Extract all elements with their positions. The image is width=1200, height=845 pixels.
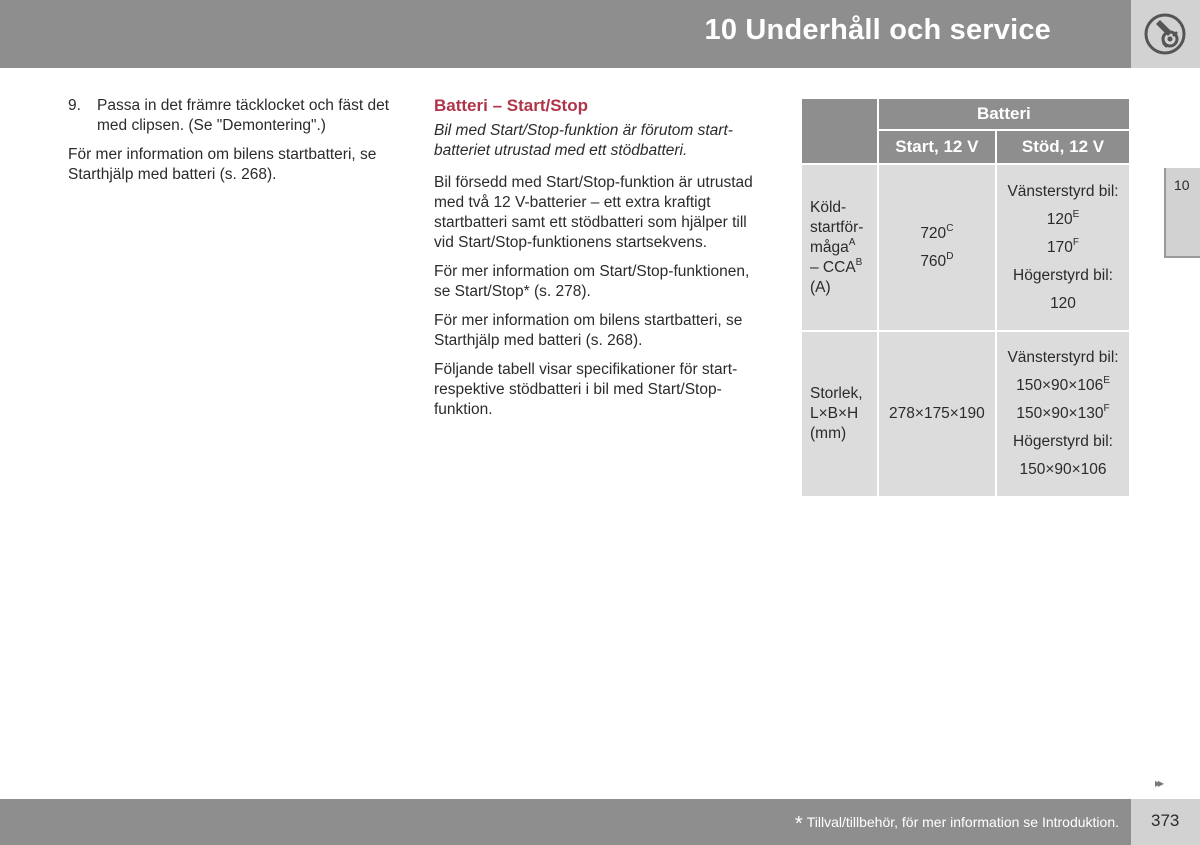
cell-support-size: Vänsterstyrd bil: $150\times 90\times 106^E$ $150\times 90\times 130^F$ Högerstyrd bil: 150×90×106 — [996, 331, 1130, 497]
step-text: Passa in det främre täcklocket och fäst det med clipsen. (Se "Demontering".) — [97, 97, 390, 134]
column-header-start: Start, 12 V — [878, 130, 996, 164]
left-column — [68, 96, 398, 194]
left-paragraph: För mer information om bilens startbatteri, se Starthjälp med batteri (s. 268). — [68, 146, 377, 183]
table-group-header: Batteri — [878, 98, 1130, 130]
row-label-size: Storlek, L×B×H (mm) — [801, 331, 878, 497]
footer-note-text: Tillval/tillbehör, för mer information se Introduktion. — [806, 814, 1119, 830]
cell-start-cca: $720^C$ $760^D$ — [878, 164, 996, 331]
wrench-gear-icon — [1143, 12, 1187, 56]
numbered-step — [68, 96, 398, 145]
column-header-support: Stöd, 12 V — [996, 130, 1130, 164]
section-title: Batteri – Start/Stop — [434, 96, 588, 115]
step-number: 9. — [68, 97, 81, 114]
cell-support-cca: Vänsterstyrd bil: $120^E$ $170^F$ Högerstyrd bil: 120 — [996, 164, 1130, 331]
cell-start-size: 278×175×190 — [878, 331, 996, 497]
paragraph: För mer information om Start/Stop-funktionen, se Start/Stop* (s. 278). — [434, 263, 750, 300]
page-footer — [0, 799, 1131, 845]
middle-column — [434, 96, 764, 429]
page-number: 373 — [1151, 811, 1180, 830]
paragraph: För mer information om bilens startbatteri, se Starthjälp med batteri (s. 268). — [434, 312, 743, 349]
table-corner — [801, 98, 878, 164]
battery-spec-table — [800, 97, 1131, 498]
paragraph: Bil försedd med Start/Stop-funktion är utrustad med två 12 V-batterier – ett extra kraftigt startbatteri samt ett stödbatteri som hjälper till vid Start/Stop-funktionens startsekvens. — [434, 174, 753, 251]
chapter-side-tab[interactable] — [1164, 168, 1200, 258]
row-label-cold-cranking: Köld- startför- måga$^A$ – $CCA^B$ (A) — [801, 164, 878, 331]
chapter-title: 10 Underhåll och service — [704, 14, 1051, 46]
page-number-box — [1131, 799, 1200, 845]
next-page-arrows-icon: ▸▸ — [1155, 776, 1162, 790]
chapter-icon-box — [1131, 0, 1200, 68]
footer-note — [795, 813, 1119, 836]
asterisk-mark: * — [794, 813, 803, 835]
section-intro: Bil med Start/Stop-funktion är förutom start-batteriet utrustad med ett stödbatteri. — [434, 122, 733, 159]
side-tab-label: 10 — [1174, 177, 1190, 193]
page-header — [0, 0, 1131, 68]
paragraph: Följande tabell visar specifikationer för start- respektive stödbatteri i bil med Start/Stop-funktion. — [434, 361, 738, 418]
table-row — [801, 331, 1130, 497]
table-row — [801, 164, 1130, 331]
